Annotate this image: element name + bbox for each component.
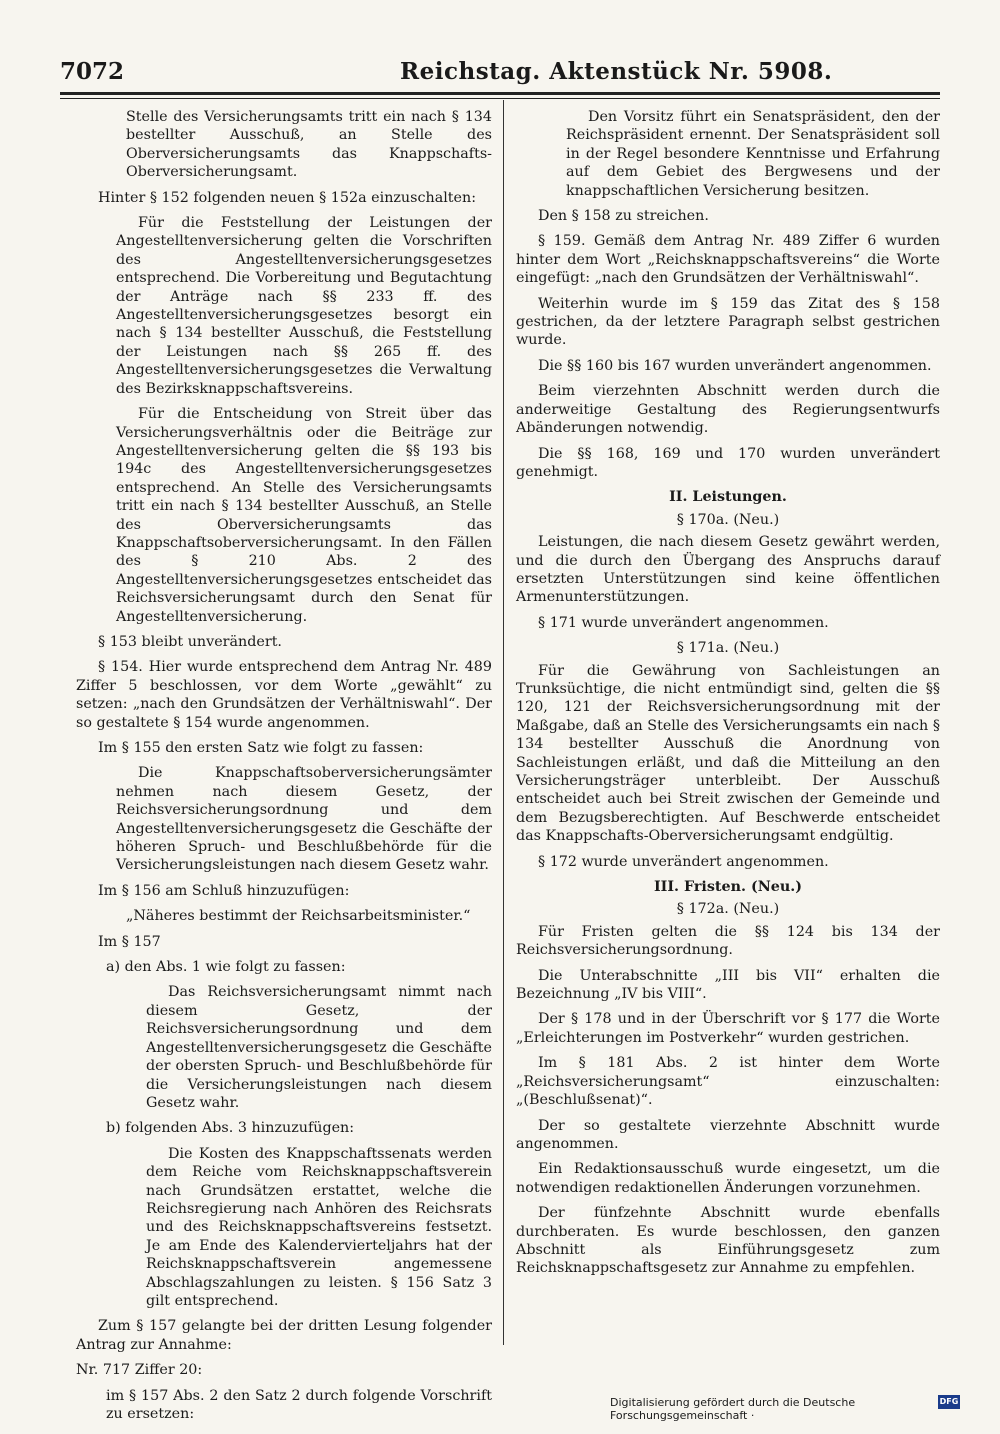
paragraph: Stelle des Versicherungsamts tritt ein nach § 134 bestellter Ausschuß, an Stelle des Oberversicherungsamts das Knappschafts-Oberversicherungsamt. bbox=[126, 109, 492, 181]
footer-text: Digitalisierung gefördert durch die Deutsche Forschungsgemeinschaft · bbox=[610, 1396, 856, 1422]
paragraph: Die §§ 160 bis 167 wurden unverändert angenommen. bbox=[538, 357, 932, 374]
paragraph: Im § 157 bbox=[98, 933, 161, 950]
list-item: b) folgenden Abs. 3 hinzuzufügen: bbox=[106, 1120, 355, 1137]
paragraph: § 153 bleibt unverändert. bbox=[98, 633, 282, 650]
paragraph: Die §§ 168, 169 und 170 wurden unverändert genehmigt. bbox=[516, 445, 940, 480]
page-header bbox=[60, 58, 940, 92]
paragraph: Der § 178 und in der Überschrift vor § 177 die Worte „Erleichterungen im Postverkehr“ wurden gestrichen. bbox=[516, 1011, 940, 1046]
paragraph: Die Unterabschnitte „III bis VII“ erhalten die Bezeichnung „IV bis VIII“. bbox=[516, 967, 940, 1003]
section-heading: III. Fristen. (Neu.) bbox=[653, 879, 803, 896]
paragraph: § 159. Gemäß dem Antrag Nr. 489 Ziffer 6 wurden hinter dem Wort „Reichsknappschaftsvereins“ die Worte eingefügt: „nach den Grundsätzen der Verhältniswahl“. bbox=[516, 233, 940, 287]
paragraph: Das Reichsversicherungsamt nimmt nach diesem Gesetz, der Reichsversicherungsordnung und dem Angestelltenversicherungsgesetz die Geschäfte der obersten Spruch- und Beschlußbehörde für die Versicherungsleistungen nach diesem Gesetz wahr. bbox=[146, 984, 492, 1111]
paragraph: Zum § 157 gelangte bei der dritten Lesung folgender Antrag zur Annahme: bbox=[76, 1318, 492, 1353]
paragraph: Die Kosten des Knappschaftssenats werden dem Reiche vom Reichsknappschaftsverein nach Grundsätzen erstattet, welche die Reichsregierung nach Anhören des Reichsrats und des Reichsknappschaftsvereins festsetzt. Je am Ende des Kalendervierteljahrs hat der Reichsknappschaftsverein angemessene Abschlagszahlungen zu leisten. § 156 Satz 3 gilt entsprechend. bbox=[146, 1145, 492, 1309]
paragraph: Im § 181 Abs. 2 ist hinter dem Worte „Reichsversicherungsamt“ einzuschalten: „(Beschlußsenat)“. bbox=[516, 1055, 940, 1109]
paragraph: Weiterhin wurde im § 159 das Zitat des § 158 gestrichen, da der letztere Paragraph selbst gestrichen wurde. bbox=[516, 295, 940, 349]
paragraph: Im § 155 den ersten Satz wie folgt zu fassen: bbox=[98, 740, 424, 756]
paragraph: Nr. 717 Ziffer 20: bbox=[76, 1362, 203, 1379]
right-column bbox=[516, 108, 940, 1285]
paragraph: „Näheres bestimmt der Reichsarbeitsminister.“ bbox=[126, 908, 471, 925]
section-subheading: § 172a. (Neu.) bbox=[676, 901, 780, 918]
header-rule bbox=[60, 92, 940, 99]
paragraph: Den § 158 zu streichen. bbox=[538, 208, 709, 225]
paragraph: Für die Gewährung von Sachleistungen an Trunksüchtige, die nicht entmündigt sind, gelten die §§ 120, 121 der Reichsversicherungsordnung mit der Maßgabe, daß an Stelle des Versicherungsamts ein nach § 134 bestellter Ausschuß die Anordnung von Sachleistungen erläßt, und daß die Mitteilung an den Versicherungsträger unterbleibt. Der Ausschuß entscheidet auch bei Streit zwischen der Gemeinde und dem Bezugsberechtigten. Auf Beschwerde entscheidet das Knappschafts-Oberversicherungsamt endgültig. bbox=[516, 662, 940, 845]
paragraph: Für Fristen gelten die §§ 124 bis 134 der Reichsversicherungsordnung. bbox=[516, 923, 940, 959]
paragraph: Im § 156 am Schluß hinzuzufügen: bbox=[98, 882, 350, 899]
left-column bbox=[76, 108, 492, 1430]
paragraph: Der fünfzehnte Abschnitt wurde ebenfalls durchberaten. Es wurde beschlossen, den ganzen Abschnitt als Einführungsgesetz zum Reichsknappschaftsgesetz zur Annahme zu empfehlen. bbox=[516, 1205, 940, 1277]
paragraph: Für die Entscheidung von Streit über das Versicherungsverhältnis oder die Beiträge zur Angestelltenversicherung gelten die §§ 193 bis 194c des Angestelltenversicherungsgesetzes entsprechend. An Stelle des Versicherungsamts tritt ein nach § 134 bestellter Ausschuß, an Stelle des Oberversicherungsamts das Knappschaftsoberversicherungsamt. In den Fällen des § 210 Abs. 2 des Angestelltenversicherungsgesetzes entscheidet das Reichsversicherungsamt durch den Senat für Angestelltenversicherung. bbox=[116, 406, 492, 625]
paragraph: im § 157 Abs. 2 den Satz 2 durch folgende Vorschrift zu ersetzen: bbox=[106, 1387, 492, 1422]
paragraph: Beim vierzehnten Abschnitt werden durch die anderweitige Gestaltung des Regierungsentwurfs Abänderungen notwendig. bbox=[516, 383, 940, 437]
running-title: Reichstag. Aktenstück Nr. 5908. bbox=[400, 58, 833, 85]
paragraph: Den Vorsitz führt ein Senatspräsident, den der Reichspräsident ernennt. Der Senatspräsident soll in der Regel besondere Kenntnisse und Erfahrung auf dem Gebiet des Bergwesens und der knappschaftlichen Versicherung besitzen. bbox=[566, 109, 940, 199]
section-heading: II. Leistungen. bbox=[669, 489, 787, 506]
section-subheading: § 170a. (Neu.) bbox=[676, 511, 780, 528]
digitization-footer bbox=[610, 1394, 960, 1422]
paragraph: § 171 wurde unverändert angenommen. bbox=[538, 614, 829, 631]
paragraph: Die Knappschaftsoberversicherungsämter nehmen nach diesem Gesetz, der Reichsversicherungsordnung und dem Angestelltenversicherungsgesetz die Geschäfte der höheren Spruch- und Beschlußbehörde für die Versicherungsleistungen nach diesem Gesetz wahr. bbox=[116, 765, 492, 874]
paragraph: Für die Feststellung der Leistungen der Angestelltenversicherung gelten die Vorschriften des Angestelltenversicherungsgesetzes entsprechend. Die Vorbereitung und Begutachtung der Anträge nach §§ 233 ff. des Angestelltenversicherungsgesetzes besorgt ein nach § 134 bestellter Ausschuß, die Feststellung der Leistungen nach §§ 265 ff. des Angestelltenversicherungsgesetzes die Verwaltung des Bezirksknappschaftsvereins. bbox=[116, 215, 492, 397]
paragraph: Leistungen, die nach diesem Gesetz gewährt werden, und die durch den Übergang des Anspruchs darauf ersetzten Unterstützungen sind keine öffentlichen Armenunterstützungen. bbox=[516, 534, 940, 606]
paragraph: § 172 wurde unverändert angenommen. bbox=[538, 853, 829, 870]
page-number: 7072 bbox=[60, 58, 125, 85]
paragraph: Der so gestaltete vierzehnte Abschnitt wurde angenommen. bbox=[516, 1117, 940, 1152]
column-divider bbox=[503, 100, 504, 1345]
paragraph: § 154. Hier wurde entsprechend dem Antrag Nr. 489 Ziffer 5 beschlossen, vor dem Worte „gewählt“ zu setzen: „nach den Grundsätzen der Verhältniswahl“. Der so gestaltete § 154 wurde angenommen. bbox=[76, 659, 492, 731]
section-subheading: § 171a. (Neu.) bbox=[676, 640, 780, 657]
dfg-logo: DFG bbox=[938, 1395, 960, 1409]
paragraph: Ein Redaktionsausschuß wurde eingesetzt, um die notwendigen redaktionellen Änderungen vorzunehmen. bbox=[516, 1161, 940, 1196]
paragraph: Hinter § 152 folgenden neuen § 152a einzuschalten: bbox=[98, 189, 477, 206]
list-item: a) den Abs. 1 wie folgt zu fassen: bbox=[106, 959, 346, 976]
